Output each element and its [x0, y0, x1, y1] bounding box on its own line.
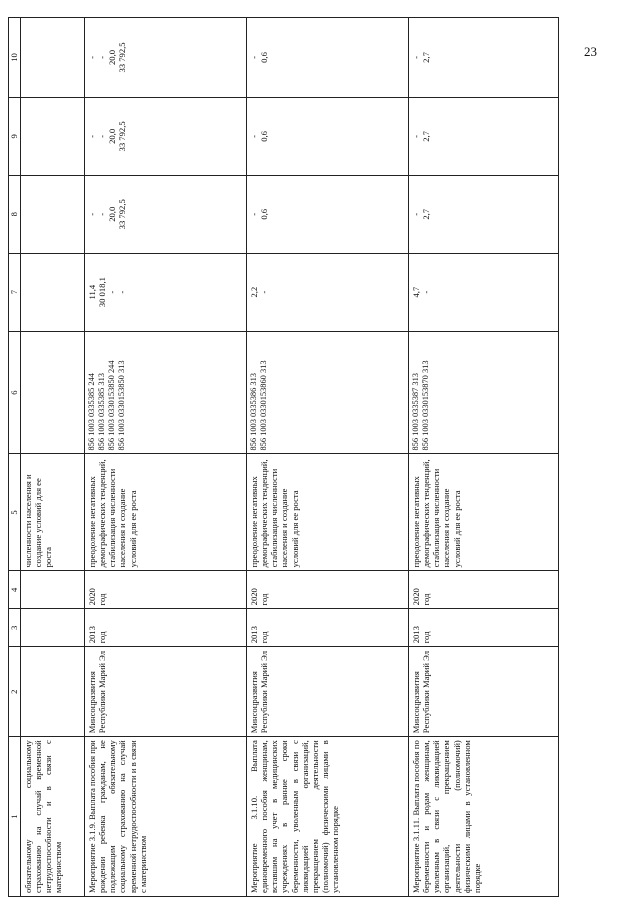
cell-c7 — [247, 253, 409, 331]
col-header-4: 4 — [9, 571, 21, 609]
cell-line: 20,0 — [107, 206, 118, 222]
cell-line: 856 1003 0335385 244 — [87, 373, 96, 451]
page-number: 23 — [584, 44, 597, 59]
cell-c3 — [247, 609, 409, 647]
col-header-1: 1 — [9, 737, 21, 897]
cell-text: 2013 год — [249, 626, 270, 644]
cell-line: - — [97, 134, 108, 138]
table-row — [21, 18, 85, 897]
cell-c8 — [409, 175, 559, 253]
cell-line: - — [259, 290, 270, 294]
cell-line: 0,6 — [259, 131, 270, 142]
cell-c9 — [85, 97, 247, 175]
cell-line: - — [107, 290, 118, 294]
cell-c9 — [21, 97, 85, 175]
cell-c4 — [21, 571, 85, 609]
cell-c1 — [21, 737, 85, 897]
cell-c10 — [85, 18, 247, 98]
cell-c2 — [21, 647, 85, 737]
table-row — [85, 18, 247, 897]
cell-line: 856 1003 0330153860 313 — [258, 360, 268, 451]
cell-text: Мероприятие 3.1.9. Выплата пособия при рождении ребенка гражданам, не подлежащим обязательному социальному страхованию на случай временной нетрудоспособности и в связи с материнством — [87, 740, 148, 893]
cell-c9 — [409, 97, 559, 175]
cell-line: 856 1003 0330153850 313 — [116, 360, 126, 451]
cell-text: преодоление негативных демографических тенденций, стабилизация численности населения и создание условий для ее роста — [87, 459, 138, 568]
cell-c8 — [21, 175, 85, 253]
col-header-10: 10 — [9, 18, 21, 98]
table-row — [247, 18, 409, 897]
cell-line: - — [411, 134, 421, 138]
cell-c1 — [247, 737, 409, 897]
cell-line: 2,7 — [421, 131, 432, 142]
cell-line: 20,0 — [107, 128, 118, 144]
cell-text: 2013 год — [87, 626, 108, 644]
cell-line: - — [411, 212, 421, 216]
col-header-7: 7 — [9, 253, 21, 331]
cell-line: - — [249, 56, 259, 59]
cell-text: преодоление негативных демографических тенденций, стабилизация численности населения и создание условий для ее роста — [249, 459, 300, 568]
cell-c10 — [21, 18, 85, 98]
cell-c4 — [85, 571, 247, 609]
rotated-page — [8, 17, 628, 897]
cell-c4 — [247, 571, 409, 609]
col-header-9: 9 — [9, 97, 21, 175]
cell-text: Минсоцразвития Республики Марий Эл — [87, 651, 108, 734]
cell-line: 856 1003 0335386 313 — [249, 373, 258, 451]
table-body — [21, 18, 559, 897]
cell-text: Мероприятие 3.1.10. Выплата единовременного пособия женщинам, вставшим на учет в медицинских учреждениях в ранние сроки беременности, уволенным в связи с ликвидацией организаций, прекращением деятельности (полномочий) физическими лицами в установленном порядке — [249, 740, 341, 893]
cell-text: Минсоцразвития Республики Марий Эл — [411, 651, 432, 734]
cell-c10 — [409, 18, 559, 98]
cell-line: 33 792,5 — [117, 121, 128, 152]
cell-text: Минсоцразвития Республики Марий Эл — [249, 651, 270, 734]
col-header-3: 3 — [9, 609, 21, 647]
cell-line: 33 792,5 — [117, 42, 128, 73]
cell-line: 2,2 — [249, 286, 259, 298]
cell-text: 2020 год — [87, 588, 108, 606]
cell-c2 — [85, 647, 247, 737]
cell-c7 — [21, 253, 85, 331]
cell-text: 2013 год — [411, 626, 432, 644]
cell-line: - — [97, 212, 108, 216]
cell-c5 — [85, 454, 247, 571]
cell-line: 856 1003 0335387 313 — [411, 373, 420, 451]
cell-line: - — [87, 212, 97, 216]
cell-text: 2020 год — [249, 588, 270, 606]
cell-line: 2,7 — [421, 52, 432, 63]
cell-c1 — [409, 737, 559, 897]
cell-line: 11,4 — [87, 284, 97, 300]
cell-line: 856 1003 0330153870 313 — [420, 360, 430, 451]
budget-table — [8, 17, 559, 897]
cell-text: численности населения и создание условий для ее роста — [23, 474, 54, 568]
cell-c6 — [409, 331, 559, 454]
cell-c2 — [409, 647, 559, 737]
cell-line: - — [249, 212, 259, 216]
cell-line: - — [249, 134, 259, 138]
cell-c3 — [85, 609, 247, 647]
cell-line: 20,0 — [107, 49, 118, 65]
col-header-2: 2 — [9, 647, 21, 737]
cell-c6 — [247, 331, 409, 454]
cell-line: - — [87, 56, 97, 59]
cell-c7 — [85, 253, 247, 331]
cell-c8 — [85, 175, 247, 253]
cell-text: преодоление негативных демографических тенденций, стабилизация численности населения и создание условий для ее роста — [411, 459, 462, 568]
cell-line: 856 1003 0330153850 244 — [106, 360, 116, 451]
cell-c3 — [409, 609, 559, 647]
cell-line: 0,6 — [259, 52, 270, 63]
cell-line: - — [411, 56, 421, 59]
cell-line: - — [421, 290, 432, 294]
header-row — [9, 18, 21, 897]
cell-c3 — [21, 609, 85, 647]
cell-c6 — [85, 331, 247, 454]
cell-c5 — [409, 454, 559, 571]
cell-c7 — [409, 253, 559, 331]
cell-line: 0,6 — [259, 208, 270, 220]
cell-c2 — [247, 647, 409, 737]
cell-line: 4,7 — [411, 286, 421, 298]
cell-text: обязательному социальному страхованию на случай временной нетрудоспособности и в связи с материнством — [23, 740, 64, 893]
cell-c4 — [409, 571, 559, 609]
cell-c5 — [21, 454, 85, 571]
cell-line: - — [97, 56, 108, 59]
cell-c5 — [247, 454, 409, 571]
cell-c6 — [21, 331, 85, 454]
cell-c10 — [247, 18, 409, 98]
cell-line: 33 792,5 — [117, 199, 128, 230]
cell-c8 — [247, 175, 409, 253]
col-header-6: 6 — [9, 331, 21, 454]
cell-line: - — [87, 134, 97, 138]
cell-text: Мероприятие 3.1.11. Выплата пособия по беременности и родам женщинам, уволенным в связи с ликвидацией организаций, прекращением деятельности (полномочий) физическими лицами в установленном порядке — [411, 740, 482, 893]
col-header-5: 5 — [9, 454, 21, 571]
cell-line: 30 018,1 — [97, 277, 108, 308]
cell-line: - — [117, 290, 128, 294]
cell-c9 — [247, 97, 409, 175]
cell-c1 — [85, 737, 247, 897]
cell-line: 2,7 — [421, 208, 432, 220]
table-row — [409, 18, 559, 897]
col-header-8: 8 — [9, 175, 21, 253]
cell-line: 856 1003 0335385 313 — [96, 373, 106, 451]
cell-text: 2020 год — [411, 588, 432, 606]
